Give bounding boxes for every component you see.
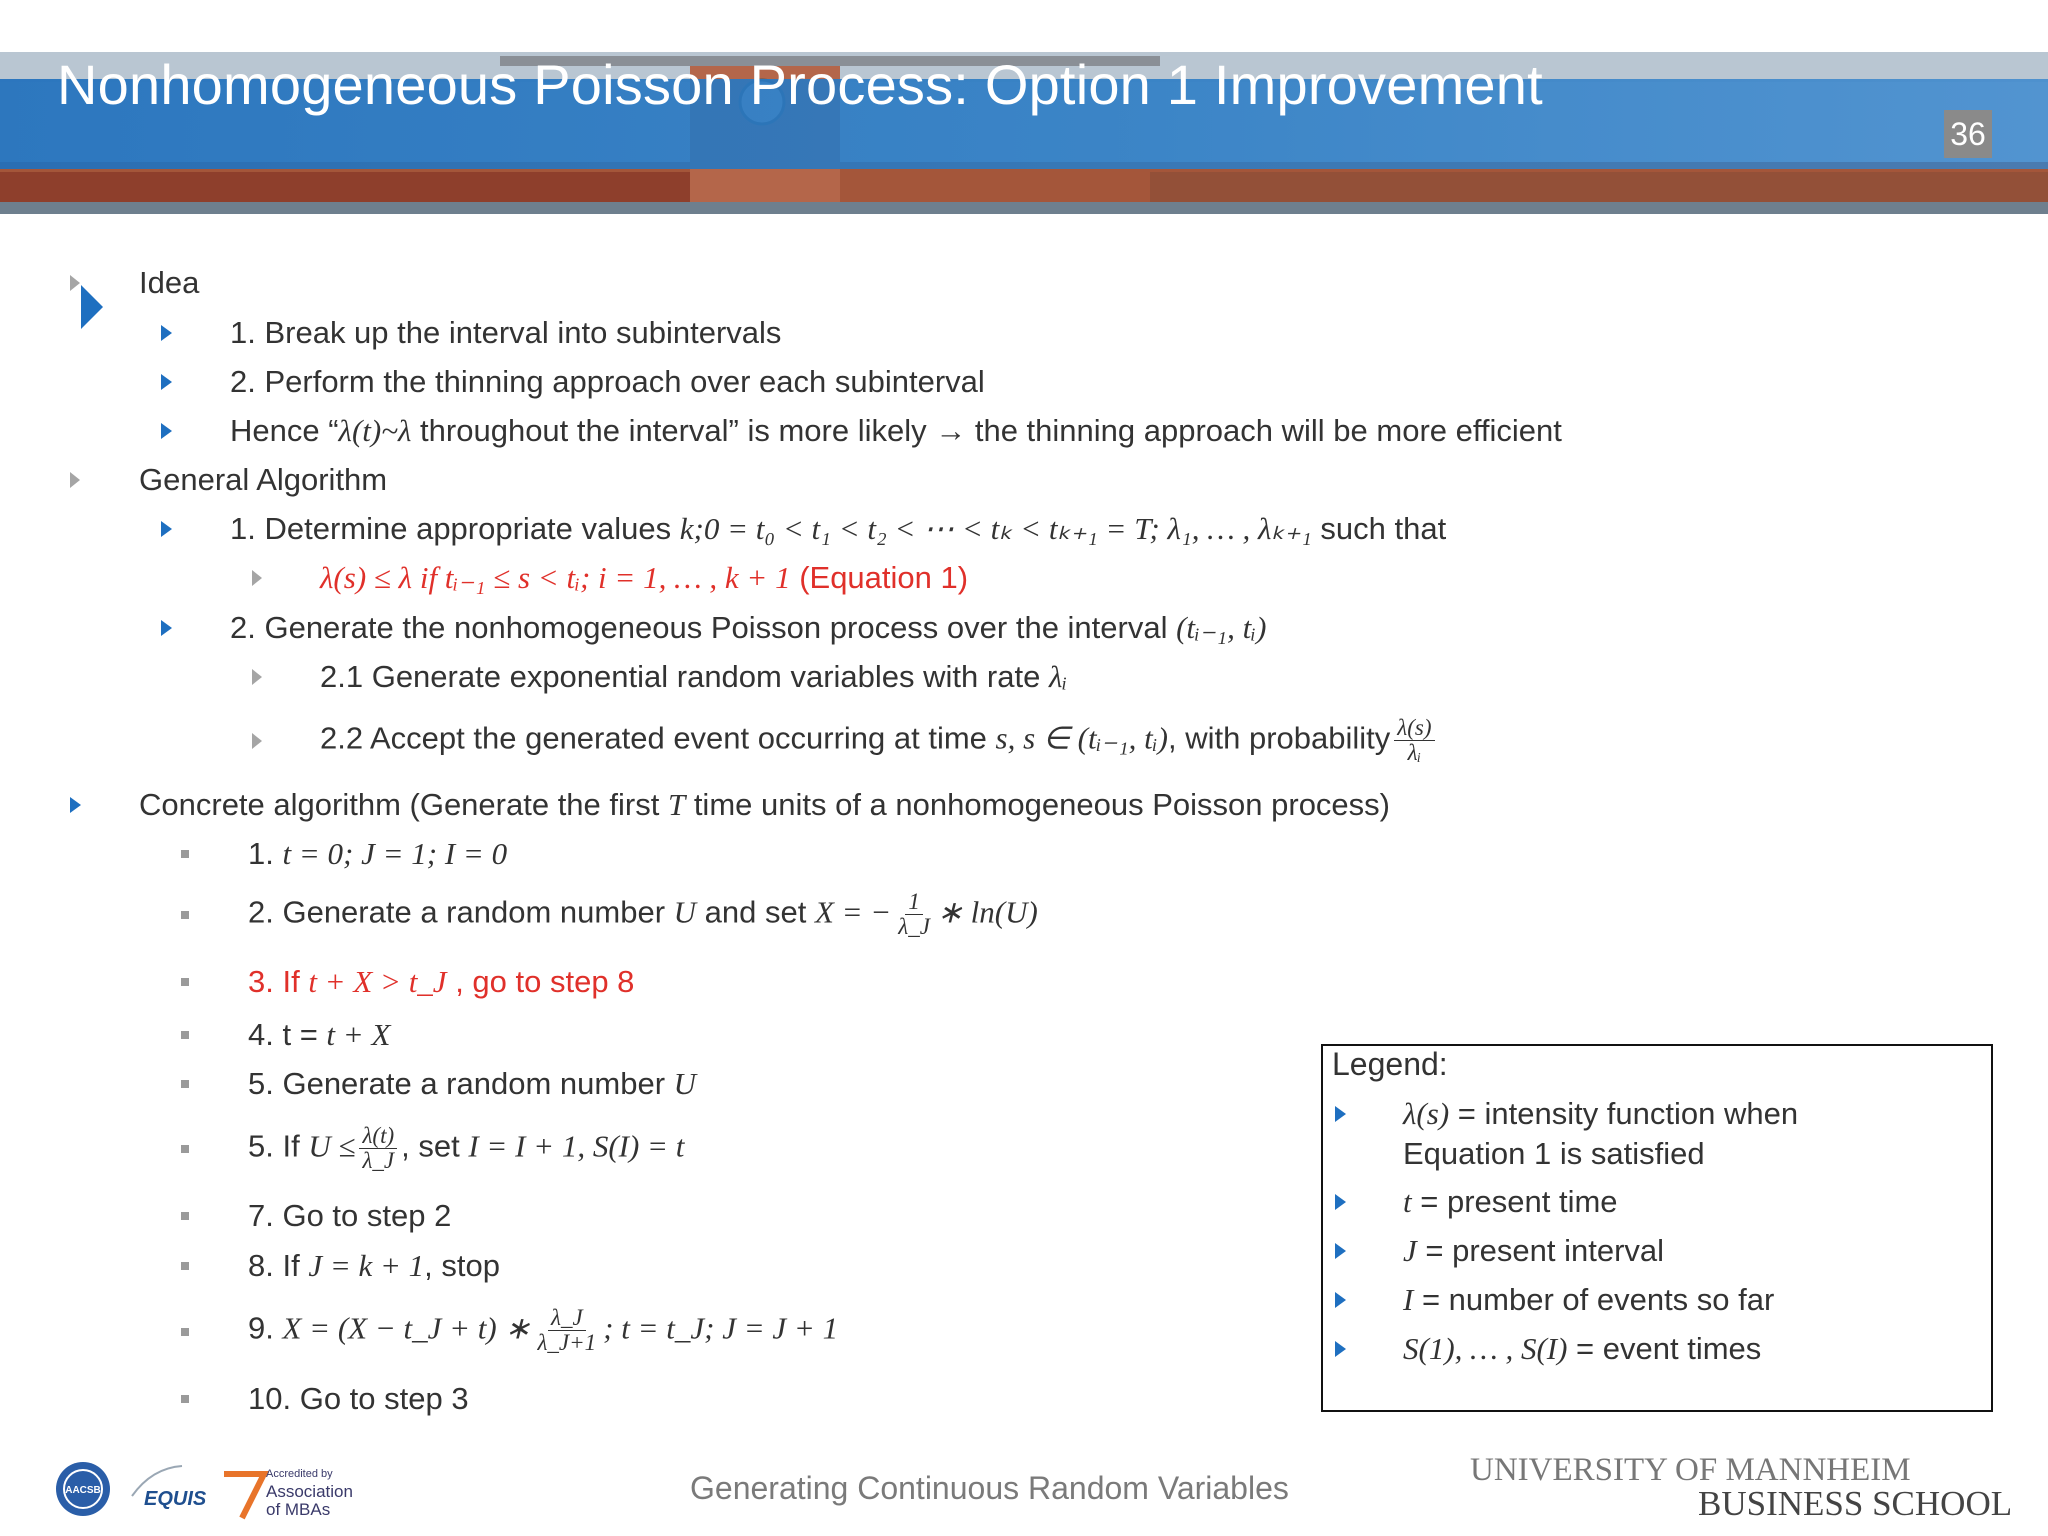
legend-item-text: [1403, 1182, 1618, 1222]
gen1-text-b: such that: [1311, 511, 1447, 546]
legend-item-text-continued: Equation 1 is satisfied: [1403, 1136, 1705, 1171]
equation-1: [320, 558, 968, 598]
large-bullet-icon: [81, 285, 103, 329]
step8-text-b: , stop: [424, 1248, 500, 1283]
gen22-text-b: , with probability: [1167, 720, 1391, 756]
step-9: [248, 1306, 838, 1355]
step2-text-b: and set: [696, 894, 815, 930]
step9-math-t: ; t = t_J; J = J + 1: [603, 1310, 839, 1346]
step6-fraction: [359, 1124, 397, 1173]
gen1-math: k;0 = t₀ < t₁ < t₂ < ⋯ < tₖ < tₖ₊₁ = T; λ₁, … , λₖ₊₁: [679, 511, 1312, 546]
bullet-icon: [70, 275, 80, 291]
legend-desc: = intensity function when: [1449, 1096, 1799, 1131]
bullet-icon: [70, 472, 80, 488]
hence-text-a: Hence “: [230, 413, 339, 448]
square-bullet-icon: [181, 1031, 189, 1039]
amba-text-2: Association: [266, 1482, 353, 1501]
bullet-icon: [252, 570, 262, 586]
step5-math: U: [673, 1066, 697, 1101]
step-8: [248, 1246, 500, 1286]
concrete-text-b: time units of a nonhomogeneous Poisson process): [685, 787, 1390, 822]
gen22-text-a: 2.2 Accept the generated event occurring at time: [320, 720, 996, 756]
step-10: 10. Go to step 3: [248, 1381, 469, 1416]
step6-math-u: U ≤: [308, 1128, 356, 1164]
square-bullet-icon: [181, 1212, 189, 1220]
bullet-icon: [1335, 1243, 1346, 1259]
step-3: [248, 962, 634, 1002]
idea-item-2: 2. Perform the thinning approach over each subinterval: [230, 364, 985, 399]
bullet-icon: [161, 423, 172, 439]
equation-1-math: λ(s) ≤ λ if tᵢ₋₁ ≤ s < tᵢ; i = 1, … , k + 1: [320, 560, 791, 595]
step-4: [248, 1015, 390, 1055]
step8-math: J = k + 1: [308, 1248, 425, 1283]
square-bullet-icon: [181, 911, 189, 919]
aacsb-text: AACSB: [65, 1485, 101, 1496]
equis-logo: [122, 1458, 218, 1520]
step1-math: t = 0; J = 1; I = 0: [282, 836, 508, 871]
legend-item-text: [1403, 1329, 1761, 1369]
bullet-icon: [1335, 1106, 1346, 1122]
step8-text-a: 8. If: [248, 1248, 309, 1283]
legend-desc: = number of events so far: [1413, 1282, 1775, 1317]
general-step-2-1: [320, 657, 1067, 697]
gen22-math: s, s ∈ (tᵢ₋₁, tᵢ): [995, 720, 1168, 756]
square-bullet-icon: [181, 1395, 189, 1403]
legend-item-text: [1403, 1094, 1798, 1134]
probability-fraction: [1394, 716, 1434, 765]
square-bullet-icon: [181, 1262, 189, 1270]
amba-logo: [220, 1466, 360, 1522]
step-5: [248, 1064, 696, 1104]
legend-math: λ(s): [1403, 1096, 1450, 1131]
legend-desc: = event times: [1567, 1331, 1762, 1366]
fraction-denominator: λ_J+1: [537, 1330, 597, 1355]
amba-text-3: of MBAs: [266, 1500, 331, 1519]
general-step-2-2: [320, 716, 1439, 765]
step2-text-a: 2. Generate a random number: [248, 894, 674, 930]
fraction-numerator: 1: [905, 890, 923, 915]
fraction-numerator: λ(t): [359, 1124, 397, 1149]
step6-math-i: I = I + 1, S(I) = t: [468, 1128, 685, 1164]
step-6: [248, 1124, 684, 1173]
gen2-math: (tᵢ₋₁, tᵢ): [1176, 610, 1267, 645]
step4-text: 4. t =: [248, 1017, 327, 1052]
step2-math-x: X = −: [814, 894, 892, 930]
bullet-icon: [70, 797, 81, 813]
step6-text-a: 5. If: [248, 1128, 309, 1164]
business-school-name: BUSINESS SCHOOL: [1698, 1484, 2013, 1523]
bullet-icon: [1335, 1292, 1346, 1308]
step2-fraction: [895, 890, 933, 939]
step3-text-b: , go to step 8: [446, 964, 635, 999]
legend-desc: = present time: [1411, 1184, 1618, 1219]
slide-title: Nonhomogeneous Poisson Process: Option 1 Improvement: [57, 53, 1543, 116]
step5-text: 5. Generate a random number: [248, 1066, 674, 1101]
gen1-text-a: 1. Determine appropriate values: [230, 511, 680, 546]
legend-item-text: [1403, 1231, 1664, 1271]
square-bullet-icon: [181, 850, 189, 858]
bullet-icon: [252, 669, 262, 685]
legend-item-text: [1403, 1280, 1774, 1320]
bullet-icon: [161, 620, 172, 636]
step-7: 7. Go to step 2: [248, 1198, 452, 1233]
fraction-denominator: λ_J: [362, 1148, 395, 1173]
bullet-icon: [1335, 1341, 1346, 1357]
hence-text-b: throughout the interval” is more likely → the thinning approach will be more efficient: [411, 413, 1562, 448]
fraction-numerator: λ(s): [1394, 716, 1434, 741]
square-bullet-icon: [181, 1145, 189, 1153]
step9-math-x: X = (X − t_J + t) ∗: [282, 1310, 531, 1346]
equis-text: EQUIS: [144, 1488, 207, 1510]
step9-text: 9.: [248, 1310, 283, 1346]
hence-math: λ(t)~λ: [338, 413, 412, 448]
legend-title: Legend:: [1332, 1046, 1448, 1082]
general-algorithm-heading: General Algorithm: [139, 462, 388, 497]
fraction-denominator: λ_J: [898, 914, 930, 939]
university-of-mannheim-logo: [1470, 1452, 2013, 1523]
gen2-text-a: 2. Generate the nonhomogeneous Poisson process over the interval: [230, 610, 1177, 645]
step3-text-a: 3. If: [248, 964, 309, 999]
bullet-icon: [161, 374, 172, 390]
legend-box: [1321, 1044, 1993, 1412]
bullet-icon: [1335, 1194, 1346, 1210]
amba-text-1: Accredited by: [266, 1468, 333, 1480]
footer-course-title: Generating Continuous Random Variables: [690, 1470, 1289, 1506]
idea-heading: Idea: [139, 265, 200, 300]
slide-number: 36: [1944, 110, 1992, 158]
concrete-text-a: Concrete algorithm (Generate the first: [139, 787, 668, 822]
general-step-1: [230, 509, 1446, 549]
gen21-math: λᵢ: [1048, 659, 1068, 694]
legend-math: J: [1403, 1233, 1417, 1268]
legend-math: I: [1403, 1282, 1414, 1317]
step4-math: t + X: [326, 1017, 391, 1052]
step-1: [248, 834, 507, 874]
step9-fraction: [534, 1306, 599, 1355]
fraction-denominator: λᵢ: [1407, 740, 1422, 765]
aacsb-logo: [54, 1460, 112, 1518]
university-name: UNIVERSITY OF MANNHEIM: [1470, 1452, 1911, 1488]
bullet-icon: [252, 733, 262, 749]
bullet-icon: [161, 325, 172, 341]
equation-1-label: (Equation 1): [790, 560, 969, 595]
legend-desc: = present interval: [1416, 1233, 1665, 1268]
step6-text-b: , set: [401, 1128, 469, 1164]
step2-math-ln: ∗ ln(U): [936, 894, 1038, 930]
idea-item-1: 1. Break up the interval into subintervals: [230, 315, 782, 350]
gen21-text: 2.1 Generate exponential random variables with rate: [320, 659, 1049, 694]
fraction-numerator: λ_J: [548, 1306, 586, 1331]
bullet-icon: [161, 521, 172, 537]
square-bullet-icon: [181, 978, 189, 986]
legend-math: S(1), … , S(I): [1403, 1331, 1568, 1366]
step3-math: t + X > t_J: [308, 964, 447, 999]
general-step-2: [230, 608, 1266, 648]
concrete-math: T: [667, 787, 686, 822]
step1-text: 1.: [248, 836, 283, 871]
legend-math: t: [1403, 1184, 1412, 1219]
square-bullet-icon: [181, 1080, 189, 1088]
idea-item-hence: [230, 411, 1562, 451]
step-2: [248, 890, 1038, 939]
concrete-algorithm-heading: [139, 785, 1390, 825]
amba-mark-icon: [220, 1466, 270, 1522]
step2-math-u: U: [673, 894, 697, 930]
square-bullet-icon: [181, 1328, 189, 1336]
